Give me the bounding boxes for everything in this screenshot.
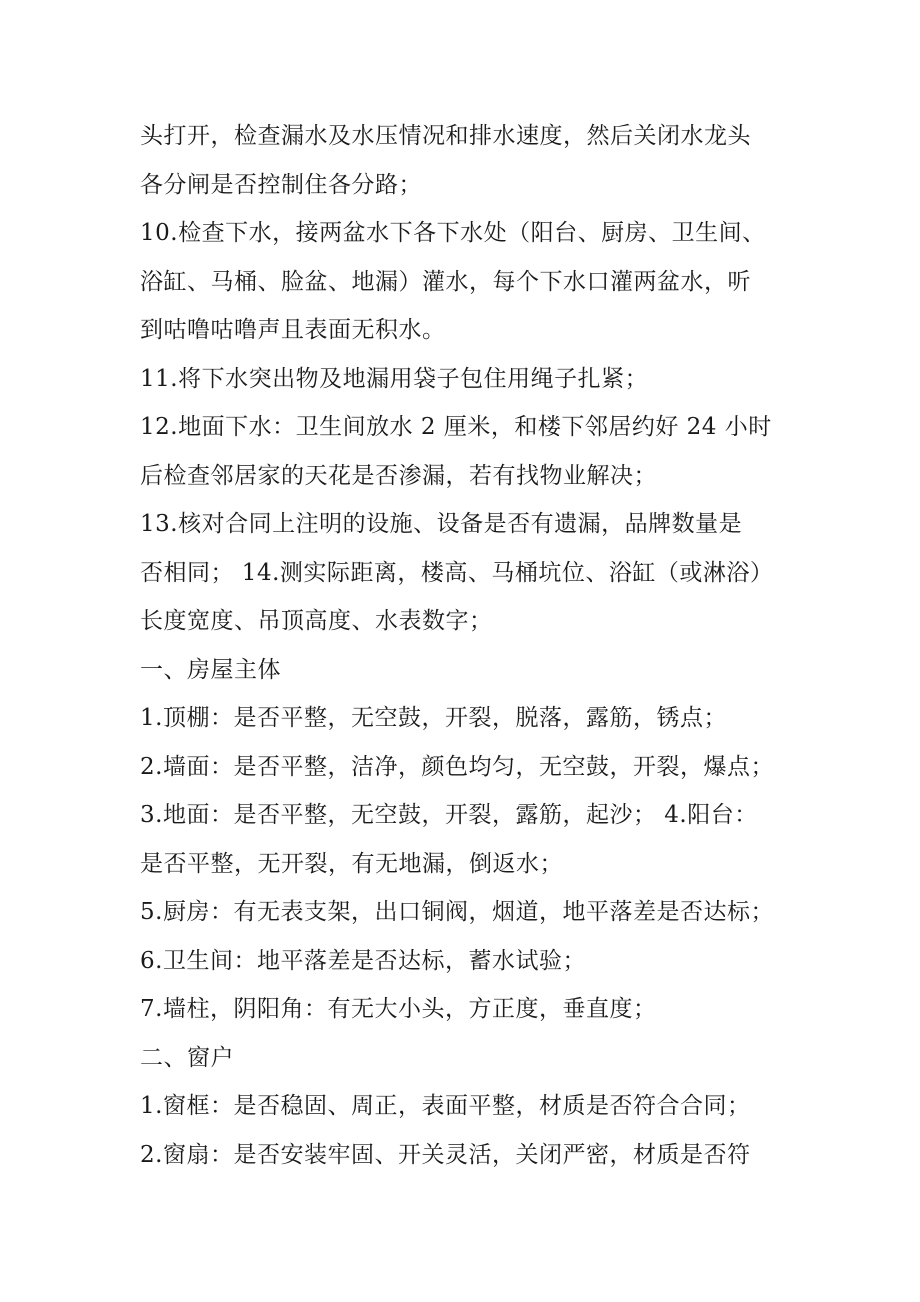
text-line: 到咕噜咕噜声且表面无积水。	[140, 317, 446, 343]
text-line: 13.核对合同上注明的设施、设备是否有遗漏，品牌数量是	[140, 511, 743, 537]
text-line: 是否平整，无开裂，有无地漏，倒返水；	[140, 850, 563, 877]
text-line: 2.墙面：是否平整，洁净，颜色均匀，无空鼓，开裂，爆点；	[140, 753, 774, 780]
text-line: 6.卫生间：地平落差是否达标，蓄水试验；	[140, 947, 586, 974]
text-line: 各分闸是否控制住各分路；	[140, 171, 422, 198]
text-line: 3.地面：是否平整，无空鼓，开裂，露筋，起沙； 4.阳台：	[140, 802, 758, 828]
text-line: 10.检查下水，接两盆水下各下水处（阳台、厨房、卫生间、	[140, 220, 766, 246]
text-line: 11.将下水突出物及地漏用袋子包住用绳子扎紧；	[140, 365, 649, 392]
section-heading: 一、房屋主体	[140, 656, 281, 683]
section-heading: 二、窗户	[140, 1044, 234, 1071]
text-line: 7.墙柱，阴阳角：有无大小头，方正度，垂直度；	[140, 996, 657, 1022]
text-line: 12.地面下水：卫生间放水 2 厘米，和楼下邻居约好 24 小时	[140, 414, 772, 440]
body-text	[140, 112, 800, 1179]
text-line: 1.顶棚：是否平整，无空鼓，开裂，脱落，露筋，锈点；	[140, 705, 727, 731]
text-line: 5.厨房：有无表支架，出口铜阀，烟道，地平落差是否达标；	[140, 899, 774, 925]
text-line: 长度宽度、吊顶高度、水表数字；	[140, 608, 493, 634]
text-line: 2.窗扇：是否安装牢固、开关灵活，关闭严密，材质是否符	[140, 1141, 751, 1168]
text-line: 1.窗框：是否稳固、周正，表面平整，材质是否符合合同；	[140, 1093, 751, 1119]
text-line: 否相同； 14.测实际距离，楼高、马桶坑位、浴缸（或淋浴）	[140, 559, 774, 586]
text-line: 后检查邻居家的天花是否渗漏，若有找物业解决；	[140, 462, 657, 489]
text-line: 浴缸、马桶、脸盆、地漏）灌水，每个下水口灌两盆水，听	[140, 268, 751, 295]
text-line: 头打开，检查漏水及水压情况和排水速度，然后关闭水龙头	[140, 123, 751, 149]
